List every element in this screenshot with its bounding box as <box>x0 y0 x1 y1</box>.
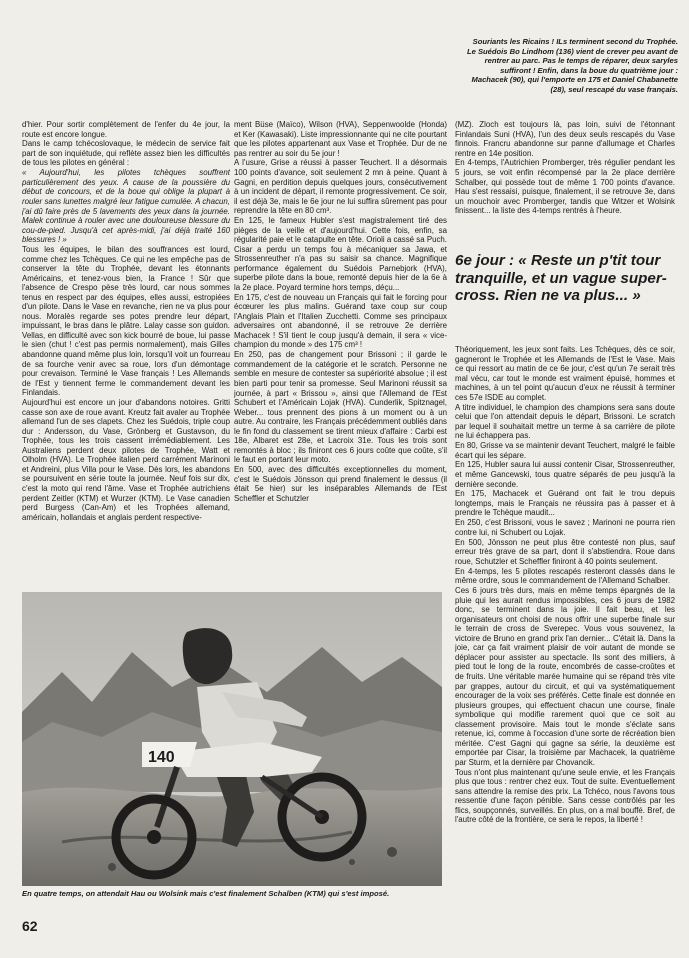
paragraph: En 4-temps, l'Autrichien Promberger, très régulier pendant les 5 jours, se voit enfin récompensé par la 2e place derrière Schalber, qui possède tout de même 1 700 points d'avance. Hau s'est ressaisi, puisque, finalement, il se retrouve 3e, dans un mouchoir avec Promberger, tandis que Witzer et Wolsink finissent... la liste des 4-temps rentrés à l'heure. <box>455 158 675 216</box>
section-heading: 6e jour : « Reste un p'tit tour tranquille, et un vague super-cross. Rien ne va plus... » <box>455 252 667 305</box>
quote-paragraph: « Aujourd'hui, les pilotes tchèques souffrent particulièrement des yeux. A cause de la poussière du début de concours, et de la boue qui oblige la plupart à rouler sans lunettes malgré leur fatigue cumulée. A chacun, j'ai dû faire près de 5 lavements des yeux dans la journée. Malek continue à rouler avec une douloureuse blessure du cou-de-pied. Jusqu'à cet après-midi, j'ai déjà traité 160 blessures ! » <box>22 168 230 245</box>
paragraph: Aujourd'hui est encore un jour d'abandons notoires. Gritti casse son axe de roue avant. Kreutz fait avaler au Trophée allemand l'un de ses clapets. Chez les Suédois, triple coup dur : Andersson, du Vase, Grönberg et Gustavson, du Trophée, tous les trois cassent irrémédiablement. Les Australiens perdent deux pilotes de Trophée, Watt et Olholm (HVA). Le Trophée italien perd carrément Marinoni et Andreini, plus Villa pour le Vase. Dès lors, les abandons se poursuivent en série toute la journée. Neuf fois sur dix, c'est la moto qui rend l'âme. Vase et Trophée autrichiens perdent Zeitler (KTM) et Wurzer (KTM). Le Vase canadien perd Burgess (Can-Am) et les Trophées allemand, américain, hollandais et anglais perdent respective- <box>22 398 230 522</box>
paragraph: Tous les équipes, le bilan des souffrances est lourd, comme chez les Tchèques. Ce qui ne les empêche pas de conserver la tête du Trophée, devant les étonnants Américains, et tenez-vous bien, la France ! Sûr que l'absence de Crespo pèse très lourd, car nous sommes tenus en respect par des équipes, elles aussi, estropiées d'un pilote. Dans le Vase en revanche, rien ne va plus pour nous. Moralès regarde ses potes prendre leur départ, impuissant, le bras dans le plâtre. Lalay casse son guidon. Vellas, en difficulté avec son kick bourré de boue, lui passe le sien (chut ! c'est pas permis normalement), mais Gilles abandonne quand même plus loin, lorsqu'il voit un fourreau de sa fourche venir avec sa roue, lors d'un démontage pour crevaison. Terminé le Vase français ! Les Allemands de l'Est y tiennent ferme le commandement devant les Finlandais. <box>22 245 230 398</box>
paragraph: En 250, c'est Brissoni, vous le savez ; Marinoni ne pourra rien contre lui, ni Schubert ou Lojak. <box>455 518 675 537</box>
bike-number-plate: 140 <box>148 749 175 766</box>
paragraph: En 125, Hubler saura lui aussi contenir Cisar, Strossenreuther, et même Gancewski, tous quatre séparés de peu jusqu'à la dernière seconde. <box>455 460 675 489</box>
paragraph: (MZ). Zloch est toujours là, pas loin, suivi de l'étonnant Finlandais Suni (HVA), l'un des deux seuls rescapés du Vase finnois. Francru abandonne sur panne d'allumage et Charles rentre en 14e position. <box>455 120 675 158</box>
paragraph: En 175, c'est de nouveau un Français qui fait le forcing pour écœurer les plus malins. Guérand taxe coup sur coup l'Anglais Plain et l'Italien Zucchetti. Comme ses principaux adversaires ont abandonné, il se retrouve 2e derrière Machacek ! S'il tient le coup jusqu'à demain, il sera « vice-champion du monde » des 175 cm³ ! <box>234 292 447 350</box>
article-column-3-bottom <box>455 345 675 945</box>
paragraph: En 125, le fameux Hubler s'est magistralement tiré des pièges de la veille et d'aujourd'hui. Cette fois, enfin, sa régularité paie et le catapulte en tête. Orioli a cassé sa Puch. Cisar a perdu un temps fou à mécaniquer sa Jawa, et Strossenreuther n'a pas su saisir sa chance. Magnifique performance également du Suédois Parnebjork (HVA), superbe pilote dans la boue, remonté depuis hier de la 6e à la 2e place. Poyard termine hors temps, déçu... <box>234 216 447 292</box>
paragraph: d'hier. Pour sortir complètement de l'enfer du 4e jour, la route est encore longue. <box>22 120 230 139</box>
article-column-2 <box>234 120 447 592</box>
paragraph: En 500, Jönsson ne peut plus être contesté non plus, sauf erreur très grave de sa part, dont il s'abstiendra. Roue dans roue, Schutzler et Scheffler finiront à 40 points seulement. <box>455 537 675 566</box>
paragraph: A l'usure, Grise a réussi à passer Teuchert. Il a désormais 100 points d'avance, soit seulement 2 mn à peine. Quant à Gagni, en perdition depuis quelques jours, consécutivement à un incident de départ, il remonte progressivement. Ce soir, il est déjà 3e, mais le 6e jour ne lui suffira sûrement pas pour reprendre la tête en 80 cm³. <box>234 158 447 216</box>
paragraph: En 250, pas de changement pour Brissoni ; il garde le commandement de la catégorie et le scratch. Personne ne semble en mesure de contester sa supériorité absolue ; il est bien parti pour tenir sa promesse. Seul Marinoni réussit sa journée, à part « Brissou », ainsi que l'Allemand de l'Est Schubert et l'Américain Lojak (HVA). Cunderlik, Spitznagel, Weber... tous prennent des pions à un moment ou à un autre. Au contraire, les Français précédemment oubliés dans le fin fond du classement se tirent mieux d'affaire : Carbi est 18e, Albaret est 28e, et Lacroix 31e. Tous les trois sont remontés à bloc ; ils finiront ces 6 jours coûte que coûte, s'il le faut en portant leur moto. <box>234 350 447 465</box>
paragraph: En 80, Grisse va se maintenir devant Teuchert, malgré le faible écart qui les sépare. <box>455 441 675 460</box>
paragraph: Théoriquement, les jeux sont faits. Les Tchèques, dès ce soir, gagneront le Trophée et les Allemands de l'Est le Vase. Mais ce qui ressort au matin de ce 6e jour, c'est qu'un 7e serait très mal vécu, car tout le monde est vraiment épuisé, hommes et machines, à un tel point qu'aucun d'eux ne réussit à terminer ces 57e ISDE au complet. <box>455 345 675 402</box>
photo-caption: En quatre temps, on attendait Hau ou Wolsink mais c'est finalement Schalben (KTM) qui s'est imposé. <box>22 889 390 898</box>
paragraph: En 4-temps, les 5 pilotes rescapés resteront classés dans le même ordre, sous le commandement de l'Allemand Schalber. <box>455 566 675 586</box>
paragraph: A titre individuel, le champion des champions sera sans doute celui que l'on attendait depuis le départ, Brissoni. Le scratch par lequel il souhaitait mettre un terme à sa carrière de pilote ne lui échappera pas. <box>455 402 675 441</box>
paragraph: Tous n'ont plus maintenant qu'une seule envie, et les Français plus que tous : rentrer chez eux. Tout de suite. Eventuellement sans attendre la remise des prix. La Tchéco, nous l'avons tous ressentie d'une façon pénible. Sans cesse contrôlés par les flics, soupçonnés, surveillés. En plus, on a mal bouffé. Bref, de l'autre côté de la frontière, ce sera le repos, la liberté ! <box>455 767 675 825</box>
page-number: 62 <box>22 918 38 934</box>
paragraph: Ces 6 jours très durs, mais en même temps épargnés de la pluie qui les aurait rendus impossibles, ces 6 jours de 1982 donc, se terminent dans la joie. Il fait beau, et les organisateurs ont choisi de nous offrir une superbe finale sur le terrain de cross de Sverepec. Vous vous souvenez, la victoire de Bruno en grand prix l'an dernier... C'était là. Dans la joie, car ça fait vraiment plaisir de voir autant de monde se déplacer pour assister au spectacle. Ils sont des milliers, à pied tout le long de la route, encombrés de casse-croûtes et de fruits. Une véritable marée humaine qui se répand très vite par grappes, autour du circuit, et qui va systématiquement encourager de la voix ses préférés. Cette finale est donnée en plusieurs groupes, qui effectuent chacun une course, finale symbolique qui modifie rarement quoi que ce soit au classement provisoire. Mais tout le monde s'éclate sans retenue, ici, comme à l'occasion d'une sorte de récréation bien méritée. C'est Gagni qui gagne sa série, la deuxième est emportée par Cisar, la troisième par Machacek, la quatrième par Sturm, et la dernière par Chovancik. <box>455 586 675 767</box>
paragraph: En 175, Machacek et Guérand ont fait le trou depuis longtemps, mais le Français ne réussira pas à passer et à prendre le Tchèque maudit... <box>455 489 675 518</box>
top-photo-caption: Souriants les Ricains ! ILs terminent second du Trophée. Le Suédois Bo Lindhom (136) vient de crever peu avant de rentrer au parc. Pas le temps de réparer, deux saryles suffiront ! Enfin, dans la boue du quatrième jour : Machacek (90), qui l'emporte en 175 et Daniel Chabanette (28), seul rescapé du vase français. <box>467 37 678 94</box>
motocross-rider-photo <box>22 592 442 886</box>
paragraph: Dans le camp tchécoslovaque, le médecin de service fait part de son inquiétude, qui reflète assez bien les difficultés de tous les pilotes en général : <box>22 139 230 168</box>
paragraph: ment Büse (Maïco), Wilson (HVA), Seppenwoolde (Honda) et Ker (Kawasaki). Liste impressionnante qui ne cite pourtant que les pilotes appartenant aux Vase et Trophée. Dur de ne pas rentrer au soir du 5e jour ! <box>234 120 447 158</box>
article-column-1 <box>22 120 230 592</box>
photo-illustration <box>22 592 442 886</box>
article-column-3-top <box>455 120 675 240</box>
paragraph: En 500, avec des difficultés exceptionnelles du moment, c'est le Suédois Jönsson qui prend finalement le dessus (il était 5e hier) sur les inséparables Allemands de l'Est Scheffler et Schutzler <box>234 465 447 503</box>
